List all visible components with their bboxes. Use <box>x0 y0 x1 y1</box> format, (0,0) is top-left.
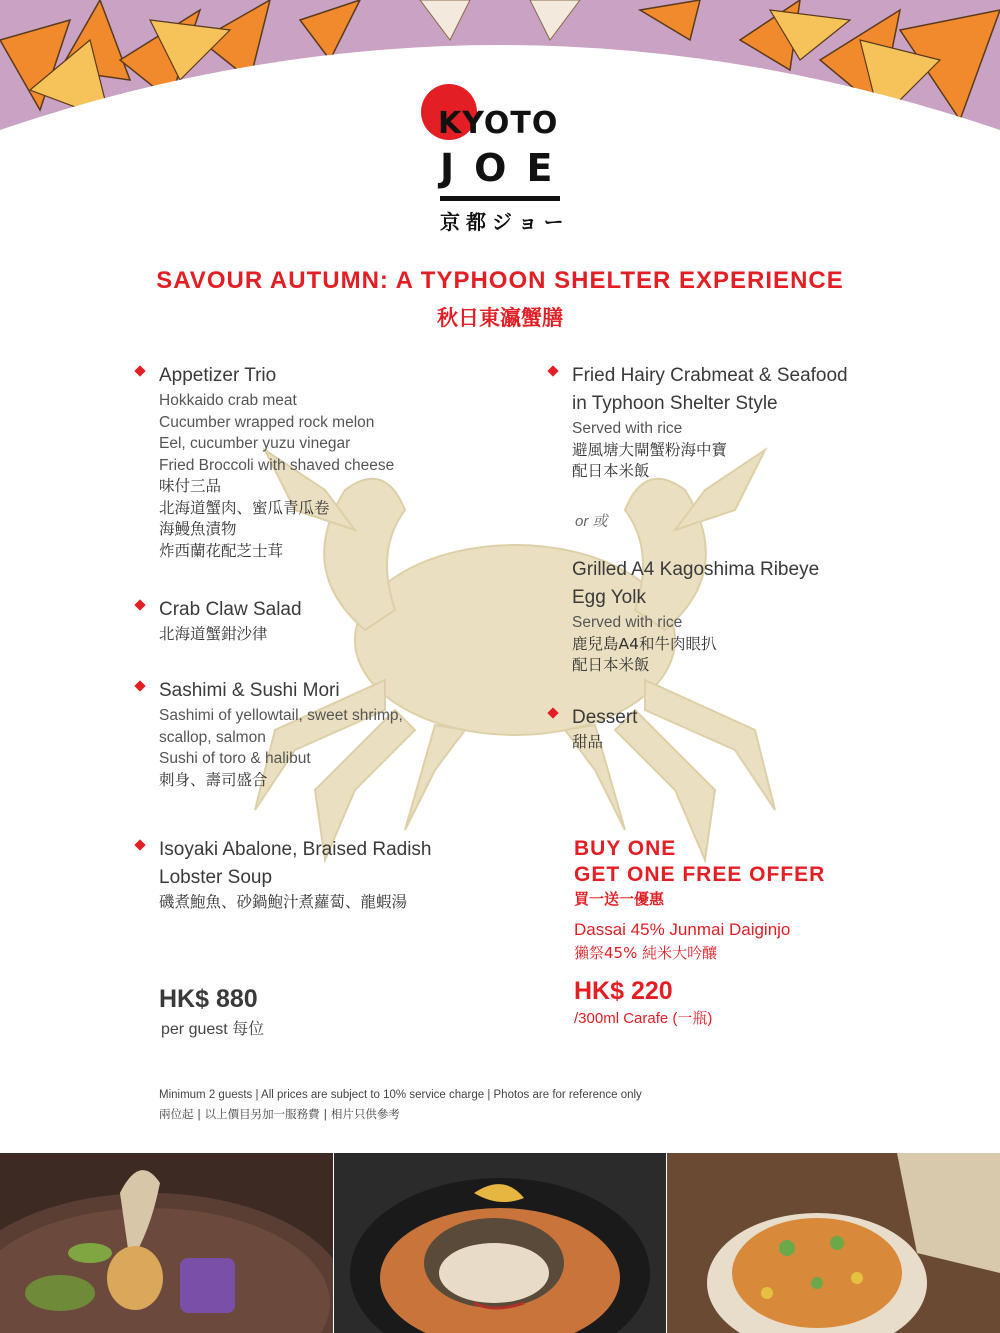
course-zh: 刺身、壽司盛合 <box>159 770 268 789</box>
course-title: in Typhoon Shelter Style <box>572 393 778 414</box>
course-line: Sushi of toro & halibut <box>159 750 311 767</box>
course-title: Crab Claw Salad <box>159 599 302 620</box>
course-zh: 味付三品 <box>159 477 222 495</box>
course-line: Sashimi of yellowtail, sweet shrimp, <box>159 707 403 724</box>
offer-line-2: GET ONE FREE OFFER <box>574 863 826 886</box>
footer-note-en: Minimum 2 guests | All prices are subject to 10% service charge | Photos are for reference only <box>159 1089 642 1101</box>
course-dessert <box>572 704 637 754</box>
menu-title-zh: 秋日東瀛蟹膳 <box>437 306 563 330</box>
sake-name: Dassai 45% Junmai Daiginjo <box>574 920 791 939</box>
course-line: Fried Broccoli with shaved cheese <box>159 456 395 474</box>
kyoto-joe-logo <box>410 78 580 238</box>
logo-cjk: 京都ジョー <box>440 210 570 234</box>
course-zh: 配日本米飯 <box>572 656 650 674</box>
or-separator: or 或 <box>575 513 608 530</box>
abalone-soup-photo <box>334 1153 666 1333</box>
course-zh: 配日本米飯 <box>572 462 650 480</box>
course-zh: 北海道蟹鉗沙律 <box>159 625 268 643</box>
price-per-guest: per guest 每位 <box>161 1021 265 1038</box>
diamond-bullet-icon <box>134 599 145 610</box>
course-a4-ribeye <box>572 556 819 677</box>
course-title: Egg Yolk <box>572 587 646 608</box>
course-appetizer-trio <box>159 362 394 562</box>
sake-name-zh: 獺祭45% 純米大吟釀 <box>574 944 718 962</box>
crab-claw-salad-photo <box>0 1153 333 1333</box>
logo-word-joe: JOE <box>440 146 573 190</box>
course-title: Sashimi & Sushi Mori <box>159 680 340 701</box>
course-zh: 鹿兒島A4和牛肉眼扒 <box>572 634 717 653</box>
menu-title: SAVOUR AUTUMN: A TYPHOON SHELTER EXPERIENCE <box>156 267 844 294</box>
course-fried-hairy-crab <box>572 362 848 483</box>
course-zh: 北海道蟹肉、蜜瓜青瓜卷 <box>159 498 330 517</box>
course-sashimi-sushi <box>159 677 403 791</box>
course-title: Lobster Soup <box>159 867 273 888</box>
course-title: Appetizer Trio <box>159 365 277 386</box>
diamond-bullet-icon <box>134 839 145 850</box>
logo-word-kyoto: KYOTO <box>438 106 559 141</box>
diamond-bullet-icon <box>134 365 145 376</box>
course-zh: 磯煮鮑魚、砂鍋鮑汁煮蘿蔔、龍蝦湯 <box>159 893 408 911</box>
course-title: Isoyaki Abalone, Braised Radish <box>159 839 432 860</box>
course-line: Served with rice <box>572 614 683 631</box>
offer-zh: 買一送一優惠 <box>574 890 665 908</box>
course-title: Grilled A4 Kagoshima Ribeye <box>572 559 820 580</box>
course-title: Dessert <box>572 707 638 728</box>
diamond-bullet-icon <box>134 680 145 691</box>
footer-note-zh: 兩位起 | 以上價目另加一服務費 | 相片只供參考 <box>159 1107 400 1121</box>
sake-unit: /300ml Carafe (一瓶) <box>574 1010 713 1027</box>
course-line: Served with rice <box>572 420 683 437</box>
hairy-crab-seafood-photo <box>667 1153 1000 1333</box>
set-price: HK$ 880 <box>159 985 258 1013</box>
course-zh: 海鰻魚漬物 <box>159 520 237 538</box>
sake-price: HK$ 220 <box>574 977 673 1005</box>
offer-line-1: BUY ONE <box>574 837 677 860</box>
course-zh: 炸西蘭花配芝士茸 <box>159 541 284 560</box>
course-line: Hokkaido crab meat <box>159 392 297 409</box>
course-zh: 避風塘大閘蟹粉海中寶 <box>572 440 728 459</box>
course-abalone-lobster-soup <box>159 836 432 914</box>
course-title: Fried Hairy Crabmeat & Seafood <box>572 365 848 386</box>
logo-rule <box>440 196 560 201</box>
course-line: Cucumber wrapped rock melon <box>159 413 375 431</box>
diamond-bullet-icon <box>547 365 558 376</box>
course-line: Eel, cucumber yuzu vinegar <box>159 435 351 452</box>
course-line: scallop, salmon <box>159 728 266 746</box>
course-zh: 甜品 <box>572 733 604 751</box>
course-crab-claw-salad <box>159 596 302 646</box>
offer-headline <box>574 836 825 888</box>
